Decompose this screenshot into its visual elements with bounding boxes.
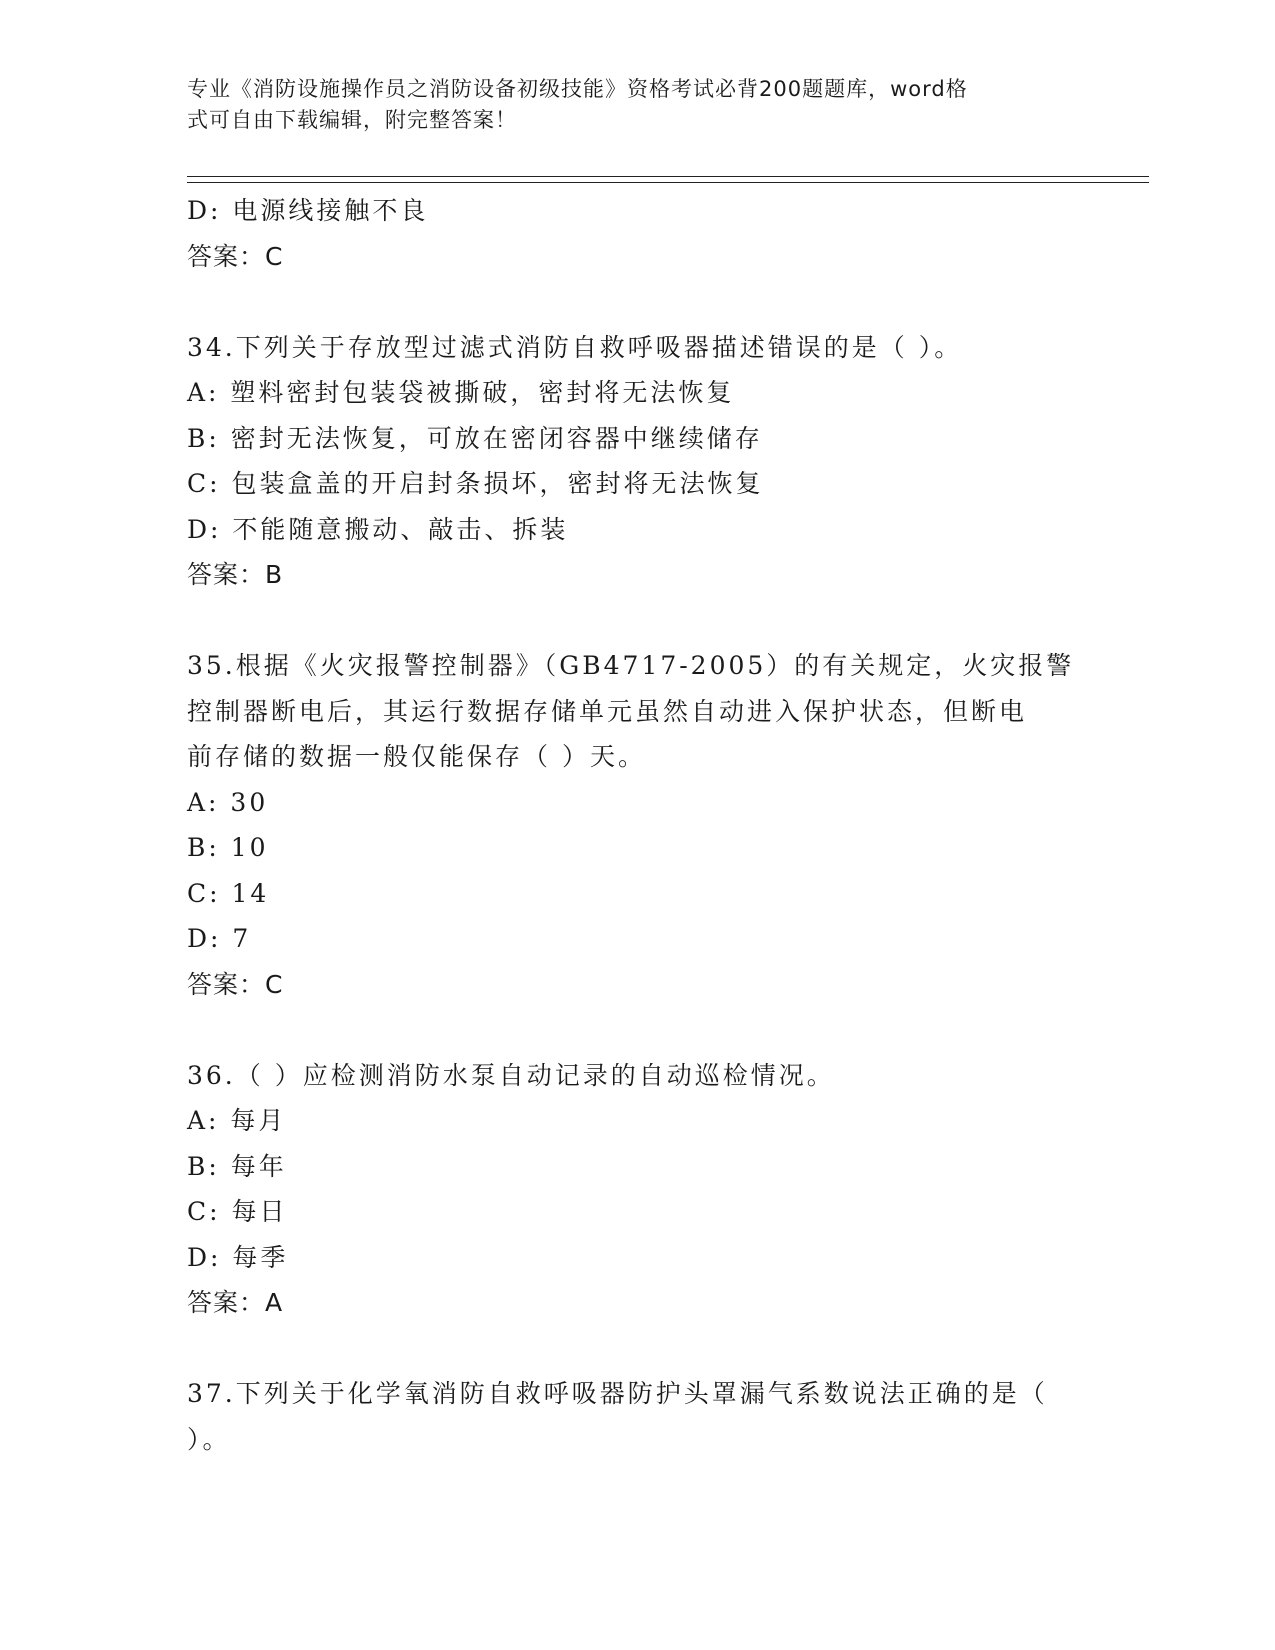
answer: 答案：C: [187, 969, 284, 999]
header-divider-top: [187, 176, 1149, 177]
question-stem-line-3: 前存储的数据一般仅能保存（ ）天。: [187, 742, 646, 771]
question-stem: 36.（ ）应检测消防水泵自动记录的自动巡检情况。: [187, 1060, 835, 1090]
answer: 答案：B: [187, 560, 284, 589]
option-d: D: 7: [187, 924, 252, 953]
option-c: C: 14: [187, 878, 270, 908]
question-stem-line-1: 35.根据《火灾报警控制器》（GB4717-2005）的有关规定，火灾报警: [187, 651, 1075, 680]
option-d: D: 电源线接触不良: [187, 196, 429, 225]
page-header: [187, 74, 1067, 136]
answer: 答案：C: [187, 241, 284, 271]
option-b: B: 10: [187, 833, 269, 862]
question-35: [187, 643, 1087, 1007]
option-c: C: 每日: [187, 1197, 288, 1226]
header-line-1: 专业《消防设施操作员之消防设备初级技能》资格考试必背200题题库，word格: [187, 77, 968, 101]
question-list: [187, 188, 1087, 1462]
question-37: [187, 1371, 1087, 1462]
option-d: D: 不能随意搬动、敲击、拆装: [187, 514, 569, 544]
header-line-2: 式可自由下载编辑，附完整答案！: [187, 108, 517, 132]
option-b: B: 密封无法恢复，可放在密闭容器中继续储存: [187, 423, 763, 453]
previous-question: [187, 188, 1087, 279]
answer: 答案：A: [187, 1288, 284, 1317]
option-d: D: 每季: [187, 1242, 289, 1272]
question-stem-line-1: 37.下列关于化学氧消防自救呼吸器防护头罩漏气系数说法正确的是（: [187, 1379, 1048, 1408]
option-a: A: 每月: [187, 1106, 287, 1135]
option-c: C: 包装盒盖的开启封条损坏，密封将无法恢复: [187, 469, 764, 498]
option-b: B: 每年: [187, 1151, 287, 1181]
option-a: A: 30: [187, 787, 269, 817]
question-34: [187, 325, 1087, 598]
option-a: A: 塑料密封包装袋被撕破，密封将无法恢复: [187, 378, 735, 407]
question-stem-line-2: 控制器断电后，其运行数据存储单元虽然自动进入保护状态，但断电: [187, 696, 1028, 726]
question-stem: 34.下列关于存放型过滤式消防自救呼吸器描述错误的是（ ）。: [187, 332, 963, 362]
question-36: [187, 1053, 1087, 1326]
question-stem-line-2: ）。: [187, 1424, 231, 1454]
header-divider-bottom: [187, 182, 1149, 183]
